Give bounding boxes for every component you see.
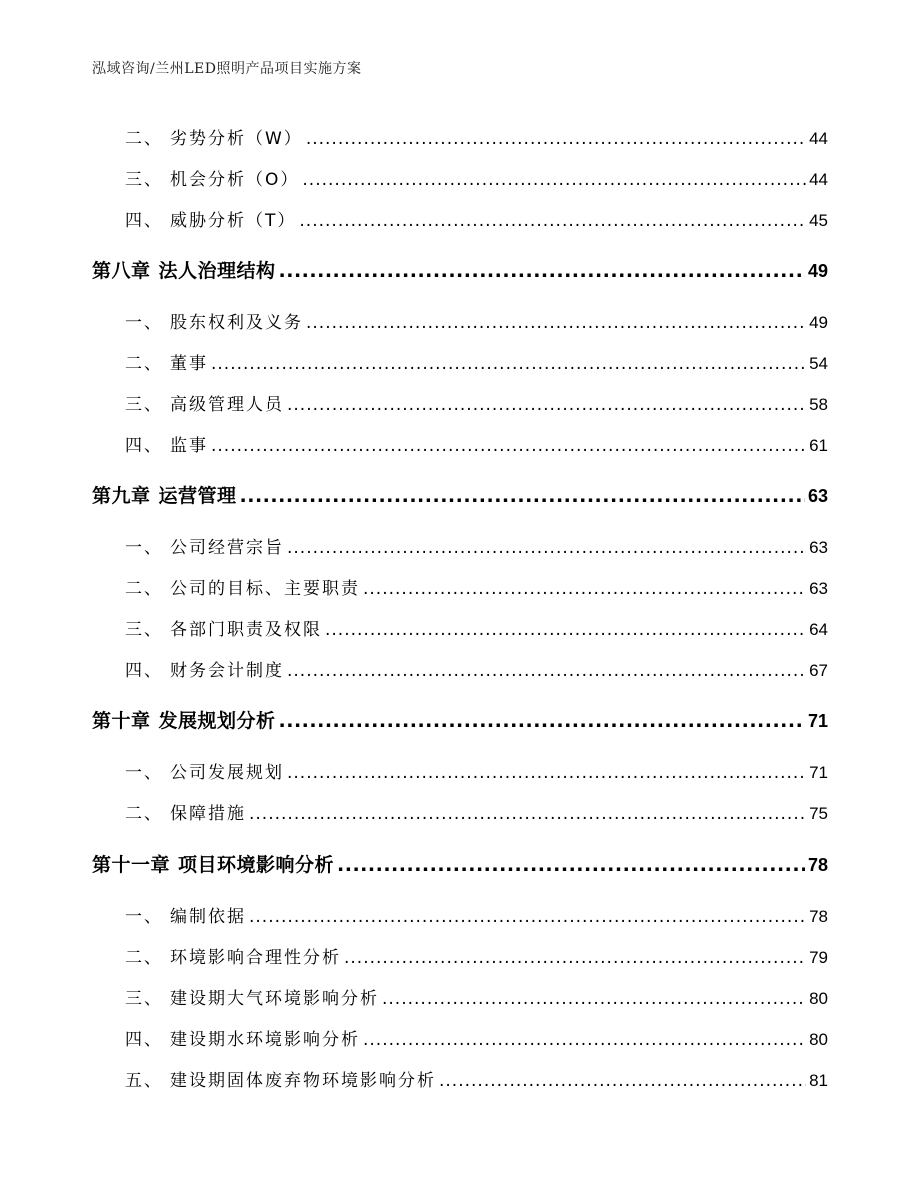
toc-dot-leader bbox=[287, 661, 806, 681]
toc-chapter-title: 项目环境影响分析 bbox=[178, 854, 335, 876]
toc-entry-page: 81 bbox=[809, 1071, 828, 1090]
toc-entry-page: 63 bbox=[809, 579, 828, 598]
toc-dot-leader bbox=[287, 395, 806, 415]
toc-entry-page: 49 bbox=[809, 313, 828, 332]
toc-chapter-label: 第十一章 bbox=[92, 854, 171, 876]
toc-entry-page: 44 bbox=[809, 129, 828, 148]
toc-entry-title: 威胁分析（T） bbox=[170, 211, 297, 231]
toc-entry-page: 63 bbox=[809, 538, 828, 557]
toc-entry-number: 一、 bbox=[125, 538, 163, 558]
toc-dot-leader bbox=[344, 948, 806, 968]
toc-chapter-title: 运营管理 bbox=[158, 485, 237, 507]
toc-entry-page: 67 bbox=[809, 661, 828, 680]
toc-entry-page: 80 bbox=[809, 989, 828, 1008]
toc-entry-page: 79 bbox=[809, 948, 828, 967]
page-header: 泓域咨询/兰州LED照明产品项目实施方案 bbox=[92, 61, 362, 77]
toc-entry-number: 二、 bbox=[125, 354, 163, 374]
toc-entry-number: 三、 bbox=[125, 170, 163, 190]
toc-entry-title: 高级管理人员 bbox=[170, 395, 284, 415]
toc-entry-number: 三、 bbox=[125, 620, 163, 640]
toc-dot-leader bbox=[211, 354, 806, 374]
toc-dot-leader bbox=[299, 211, 806, 231]
toc-entry-title: 公司经营宗旨 bbox=[170, 538, 284, 558]
toc-dot-leader bbox=[363, 1030, 806, 1050]
toc-dot-leader bbox=[337, 854, 805, 876]
toc-dot-leader bbox=[279, 260, 805, 282]
toc-entry-page: 44 bbox=[809, 170, 828, 189]
toc-chapter-page: 63 bbox=[807, 486, 828, 506]
toc-entry-page: 54 bbox=[809, 354, 828, 373]
toc-entry-number: 一、 bbox=[125, 313, 163, 333]
toc-entry-number: 二、 bbox=[125, 579, 163, 599]
toc-chapter-page: 49 bbox=[807, 261, 828, 281]
toc-entry-title: 财务会计制度 bbox=[170, 661, 284, 681]
toc-entry-page: 58 bbox=[809, 395, 828, 414]
toc-entry-title: 监事 bbox=[170, 436, 208, 456]
toc-entry-number: 一、 bbox=[125, 907, 163, 927]
toc-chapter-label: 第九章 bbox=[92, 485, 151, 507]
toc-entry-number: 三、 bbox=[125, 989, 163, 1009]
toc-dot-leader bbox=[279, 710, 805, 732]
toc-entry-title: 机会分析（O） bbox=[170, 170, 300, 190]
toc-chapter-title: 法人治理结构 bbox=[158, 260, 276, 282]
toc-entry-title: 保障措施 bbox=[170, 804, 246, 824]
toc-dot-leader bbox=[249, 907, 806, 927]
toc-dot-leader bbox=[325, 620, 806, 640]
toc-entry-number: 二、 bbox=[125, 129, 163, 149]
toc-entry-page: 45 bbox=[809, 211, 828, 230]
toc-entry-page: 64 bbox=[809, 620, 828, 639]
toc-entry-title: 公司的目标、主要职责 bbox=[170, 579, 360, 599]
toc-dot-leader bbox=[240, 485, 805, 507]
toc-entry-page: 75 bbox=[809, 804, 828, 823]
toc-entry-title: 建设期水环境影响分析 bbox=[170, 1030, 360, 1050]
toc-dot-leader bbox=[287, 538, 806, 558]
toc-entry-number: 五、 bbox=[125, 1071, 163, 1091]
toc-entry-title: 股东权利及义务 bbox=[170, 313, 303, 333]
toc-entry-title: 公司发展规划 bbox=[170, 763, 284, 783]
toc-entry-title: 环境影响合理性分析 bbox=[170, 948, 341, 968]
toc-entry-page: 61 bbox=[809, 436, 828, 455]
toc-entry-number: 二、 bbox=[125, 948, 163, 968]
toc-entry-title: 各部门职责及权限 bbox=[170, 620, 322, 640]
toc-entry-title: 董事 bbox=[170, 354, 208, 374]
toc-dot-leader bbox=[382, 989, 806, 1009]
toc-dot-leader bbox=[249, 804, 806, 824]
toc-entry-page: 78 bbox=[809, 907, 828, 926]
toc-dot-leader bbox=[306, 129, 806, 149]
toc-entry-number: 一、 bbox=[125, 763, 163, 783]
toc-chapter-page: 71 bbox=[807, 711, 828, 731]
toc-entry-title: 建设期大气环境影响分析 bbox=[170, 989, 379, 1009]
toc-entry-number: 四、 bbox=[125, 661, 163, 681]
toc-entry-number: 四、 bbox=[125, 211, 163, 231]
toc-entry-number: 二、 bbox=[125, 804, 163, 824]
toc-dot-leader bbox=[287, 763, 806, 783]
toc-dot-leader bbox=[211, 436, 806, 456]
toc-chapter-page: 78 bbox=[807, 855, 828, 875]
toc-entry-number: 四、 bbox=[125, 1030, 163, 1050]
toc-entry-page: 71 bbox=[809, 763, 828, 782]
toc-entry-number: 四、 bbox=[125, 436, 163, 456]
toc-entry-title: 劣势分析（W） bbox=[170, 129, 303, 149]
toc-chapter-label: 第八章 bbox=[92, 260, 151, 282]
toc-entry-title: 建设期固体废弃物环境影响分析 bbox=[170, 1071, 436, 1091]
toc-chapter-title: 发展规划分析 bbox=[158, 710, 276, 732]
toc-entry-number: 三、 bbox=[125, 395, 163, 415]
toc-dot-leader bbox=[363, 579, 806, 599]
toc-chapter-label: 第十章 bbox=[92, 710, 151, 732]
toc-entry-title: 编制依据 bbox=[170, 907, 246, 927]
toc-entry-page: 80 bbox=[809, 1030, 828, 1049]
toc-dot-leader bbox=[302, 170, 806, 190]
toc-dot-leader bbox=[306, 313, 806, 333]
toc-dot-leader bbox=[439, 1071, 806, 1091]
